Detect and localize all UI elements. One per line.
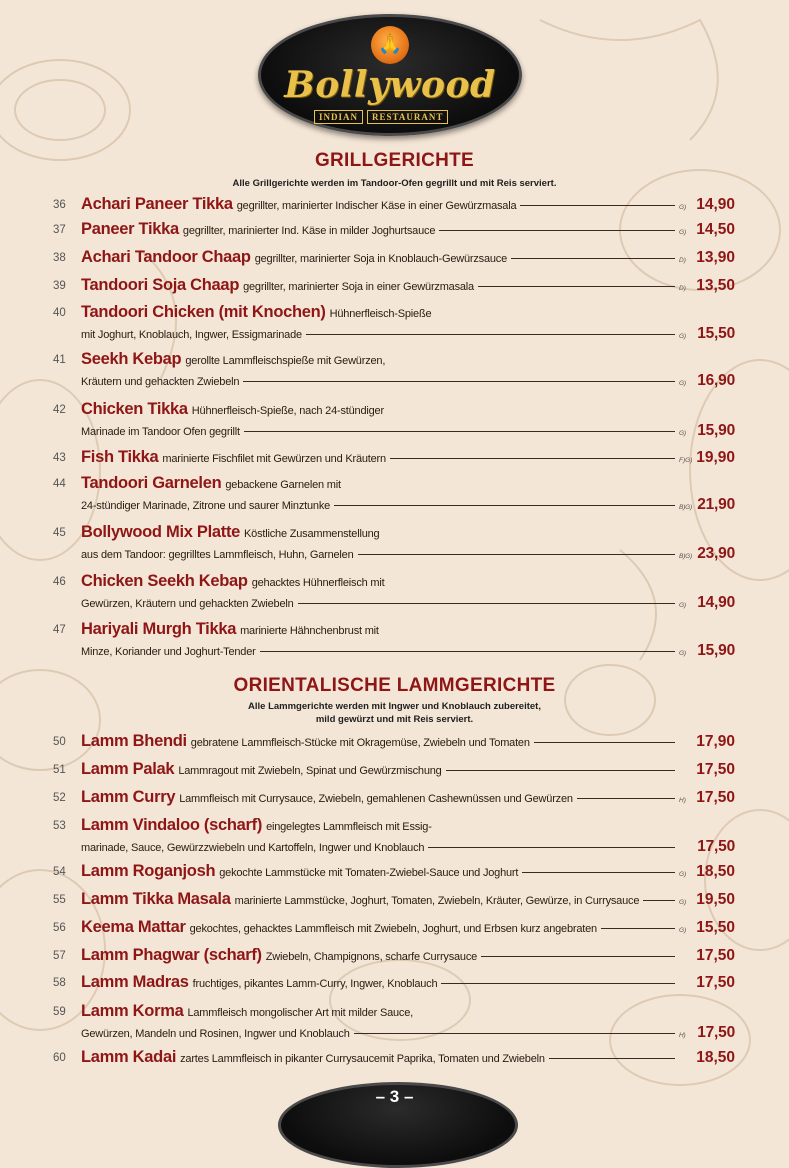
item-description: gekochtes, gehacktes Lammfleisch mit Zwiebeln, Joghurt, und Erbsen kurz angebraten xyxy=(189,923,597,935)
dotted-leader xyxy=(522,872,675,873)
item-line xyxy=(81,732,735,751)
item-line xyxy=(81,838,735,856)
item-line xyxy=(81,594,735,612)
item-number: 52 xyxy=(53,792,66,804)
dotted-leader xyxy=(354,1033,675,1034)
item-name: Chicken Tikka xyxy=(81,400,188,418)
brand-subtitle xyxy=(314,110,474,124)
item-line xyxy=(81,1002,735,1021)
item-name: Lamm Curry xyxy=(81,788,176,806)
item-line xyxy=(81,474,735,493)
allergen-codes: G) xyxy=(679,204,687,211)
item-price: 21,90 xyxy=(697,496,735,513)
item-price: 15,50 xyxy=(696,919,735,936)
dotted-leader xyxy=(601,928,675,929)
item-description-cont: aus dem Tandoor: gegrilltes Lammfleisch, Huhn, Garnelen xyxy=(81,549,354,561)
item-line xyxy=(81,862,735,881)
item-description: Köstliche Zusammenstellung xyxy=(244,528,380,540)
allergen-codes: G) xyxy=(679,380,686,387)
allergen-codes: G) xyxy=(679,602,686,609)
dotted-leader xyxy=(534,742,675,743)
item-description-cont: Gewürzen, Mandeln und Rosinen, Ingwer und Knoblauch xyxy=(81,1028,350,1040)
item-description: Lammfleisch mit Currysauce, Zwiebeln, gemahlenen Cashewnüssen und Gewürzen xyxy=(179,793,573,805)
item-description: gegrillter, marinierter Indischer Käse in einer Gewürzmasala xyxy=(236,200,517,212)
item-number: 42 xyxy=(53,404,66,416)
item-line xyxy=(81,220,735,239)
item-price: 17,50 xyxy=(697,838,735,855)
item-name: Lamm Kadai xyxy=(81,1048,177,1066)
allergen-codes: D) xyxy=(679,257,686,264)
item-number: 54 xyxy=(53,866,66,878)
restaurant-logo xyxy=(258,14,522,136)
item-price: 13,90 xyxy=(696,249,735,266)
item-description: Lammfleisch mongolischer Art mit milder Sauce, xyxy=(187,1007,414,1019)
section-subtitle xyxy=(0,700,789,726)
allergen-codes: H) xyxy=(679,1032,686,1039)
page-number: – 3 – xyxy=(375,1087,414,1106)
item-description: gerollte Lammfleischspieße mit Gewürzen, xyxy=(185,355,386,367)
item-price: 17,50 xyxy=(696,974,735,991)
item-description: gekochte Lammstücke mit Tomaten-Zwiebel-Sauce und Joghurt xyxy=(219,867,519,879)
item-line xyxy=(81,195,735,214)
item-name: Tandoori Soja Chaap xyxy=(81,276,240,294)
allergen-codes: B)G) xyxy=(679,504,692,511)
dotted-leader xyxy=(511,258,675,259)
item-price: 18,50 xyxy=(696,1049,735,1066)
item-name: Achari Paneer Tikka xyxy=(81,195,233,213)
dotted-leader xyxy=(390,458,675,459)
item-price: 17,90 xyxy=(696,733,735,750)
dotted-leader xyxy=(520,205,675,206)
item-price: 14,90 xyxy=(696,196,735,213)
item-line xyxy=(81,496,735,514)
item-name: Tandoori Garnelen xyxy=(81,474,222,492)
item-name: Chicken Seekh Kebap xyxy=(81,572,248,590)
item-price: 14,50 xyxy=(696,221,735,238)
item-name: Lamm Korma xyxy=(81,1002,184,1020)
item-description-cont: marinade, Sauce, Gewürzzwiebeln und Kartoffeln, Ingwer und Knoblauch xyxy=(81,842,425,854)
dotted-leader xyxy=(446,770,675,771)
allergen-codes: G) xyxy=(679,650,686,657)
dotted-leader xyxy=(428,847,675,848)
item-line xyxy=(81,248,735,267)
item-line xyxy=(81,523,735,542)
item-name: Seekh Kebap xyxy=(81,350,182,368)
item-description-cont: Minze, Koriander und Joghurt-Tender xyxy=(81,646,256,658)
item-description: marinierte Fischfilet mit Gewürzen und Kräutern xyxy=(162,453,386,465)
item-line xyxy=(81,788,735,807)
item-description-cont: Kräutern und gehackten Zwiebeln xyxy=(81,376,240,388)
item-number: 53 xyxy=(53,820,66,832)
item-number: 47 xyxy=(53,624,66,636)
item-name: Lamm Palak xyxy=(81,760,175,778)
item-price: 18,50 xyxy=(696,863,735,880)
dotted-leader xyxy=(243,381,675,382)
dotted-leader xyxy=(577,798,675,799)
allergen-codes: G) xyxy=(679,899,687,906)
allergen-codes: G) xyxy=(679,871,687,878)
brand-name: Bollywood xyxy=(284,64,496,106)
dotted-leader xyxy=(334,505,675,506)
item-name: Keema Mattar xyxy=(81,918,186,936)
item-line xyxy=(81,448,735,467)
item-name: Lamm Phagwar (scharf) xyxy=(81,946,262,964)
item-price: 17,50 xyxy=(696,761,735,778)
item-line xyxy=(81,1048,735,1067)
allergen-codes: H) xyxy=(679,797,686,804)
item-price: 16,90 xyxy=(697,372,735,389)
item-line xyxy=(81,422,735,440)
section-subtitle-line: mild gewürzt und mit Reis serviert. xyxy=(315,714,474,725)
allergen-codes: G) xyxy=(679,333,686,340)
item-description: gegrillter, marinierter Soja in Knoblauch-Gewürzsauce xyxy=(254,253,508,265)
item-number: 36 xyxy=(53,199,66,211)
section-subtitle-line: Alle Grillgerichte werden im Tandoor-Ofen gegrillt und mit Reis serviert. xyxy=(232,178,557,189)
item-number: 60 xyxy=(53,1052,66,1064)
dotted-leader xyxy=(439,230,675,231)
item-description: Hühnerfleisch-Spieße, nach 24-stündiger xyxy=(191,405,384,417)
item-number: 37 xyxy=(53,224,66,236)
item-description: fruchtiges, pikantes Lamm-Curry, Ingwer, Knoblauch xyxy=(192,978,438,990)
item-line xyxy=(81,973,735,992)
item-price: 13,50 xyxy=(696,277,735,294)
item-description: gebratene Lammfleisch-Stücke mit Okragemüse, Zwiebeln und Tomaten xyxy=(190,737,530,749)
item-name: Paneer Tikka xyxy=(81,220,179,238)
item-name: Lamm Madras xyxy=(81,973,189,991)
item-description: marinierte Lammstücke, Joghurt, Tomaten, Zwiebeln, Kräuter, Gewürze, in Currysauce xyxy=(234,895,640,907)
dotted-leader xyxy=(549,1058,675,1059)
brand-sub-right: RESTAURANT xyxy=(367,110,448,124)
dotted-leader xyxy=(481,956,675,957)
dotted-leader xyxy=(441,983,675,984)
section-title: GRILLGERICHTE xyxy=(314,150,475,171)
item-line xyxy=(81,572,735,591)
item-description-cont: Gewürzen, Kräutern und gehackten Zwiebeln xyxy=(81,598,294,610)
item-description: Hühnerfleisch-Spieße xyxy=(329,308,432,320)
item-price: 17,50 xyxy=(696,947,735,964)
allergen-codes: F)G) xyxy=(679,457,693,464)
item-line xyxy=(81,816,735,835)
item-price: 17,50 xyxy=(696,789,735,806)
item-number: 38 xyxy=(53,252,66,264)
dotted-leader xyxy=(478,286,675,287)
item-line xyxy=(81,350,735,369)
dotted-leader xyxy=(244,431,675,432)
item-name: Tandoori Chicken (mit Knochen) xyxy=(81,303,326,321)
item-description: gebackene Garnelen mit xyxy=(225,479,341,491)
item-line xyxy=(81,890,735,909)
item-number: 55 xyxy=(53,894,66,906)
item-description: marinierte Hähnchenbrust mit xyxy=(240,625,379,637)
item-line xyxy=(81,642,735,660)
allergen-codes: D) xyxy=(679,285,686,292)
item-number: 58 xyxy=(53,977,66,989)
allergen-codes: B)G) xyxy=(679,553,692,560)
item-line xyxy=(81,276,735,295)
item-line xyxy=(81,325,735,343)
item-number: 59 xyxy=(53,1006,66,1018)
item-name: Fish Tikka xyxy=(81,448,159,466)
item-description: Zwiebeln, Champignons, scharfe Currysauce xyxy=(265,951,478,963)
section-subtitle-line: Alle Lammgerichte werden mit Ingwer und Knoblauch zubereitet, xyxy=(248,701,541,712)
item-number: 45 xyxy=(53,527,66,539)
item-price: 19,90 xyxy=(696,449,735,466)
item-name: Hariyali Murgh Tikka xyxy=(81,620,237,638)
section-title: ORIENTALISCHE LAMMGERICHTE xyxy=(233,675,556,696)
item-description: gehacktes Hühnerfleisch mit xyxy=(251,577,385,589)
namaste-hands-icon: 🙏 xyxy=(371,26,409,64)
item-line xyxy=(81,545,735,563)
item-description: gegrillter, marinierter Ind. Käse in milder Joghurtsauce xyxy=(182,225,436,237)
item-line xyxy=(81,303,735,322)
item-name: Lamm Tikka Masala xyxy=(81,890,231,908)
dotted-leader xyxy=(260,651,675,652)
item-description: zartes Lammfleisch in pikanter Currysaucemit Paprika, Tomaten und Zwiebeln xyxy=(180,1053,545,1065)
dotted-leader xyxy=(298,603,675,604)
item-name: Lamm Bhendi xyxy=(81,732,187,750)
dotted-leader xyxy=(306,334,675,335)
item-description-cont: 24-stündiger Marinade, Zitrone und saurer Minztunke xyxy=(81,500,331,512)
item-number: 40 xyxy=(53,307,66,319)
item-price: 15,90 xyxy=(697,642,735,659)
item-description: Lammragout mit Zwiebeln, Spinat und Gewürzmischung xyxy=(178,765,442,777)
item-name: Lamm Vindaloo (scharf) xyxy=(81,816,263,834)
item-number: 57 xyxy=(53,950,66,962)
item-line xyxy=(81,400,735,419)
dotted-leader xyxy=(358,554,675,555)
item-number: 43 xyxy=(53,452,66,464)
item-price: 15,50 xyxy=(697,325,735,342)
item-name: Lamm Roganjosh xyxy=(81,862,216,880)
item-price: 17,50 xyxy=(697,1024,735,1041)
item-name: Bollywood Mix Platte xyxy=(81,523,241,541)
item-number: 50 xyxy=(53,736,66,748)
item-number: 51 xyxy=(53,764,66,776)
item-line xyxy=(81,918,735,937)
item-price: 14,90 xyxy=(697,594,735,611)
item-line xyxy=(81,760,735,779)
item-price: 23,90 xyxy=(697,545,735,562)
allergen-codes: G) xyxy=(679,927,687,934)
item-description: gegrillter, marinierter Soja in einer Gewürzmasala xyxy=(243,281,474,293)
item-line xyxy=(81,1024,735,1042)
item-description-cont: mit Joghurt, Knoblauch, Ingwer, Essigmarinade xyxy=(81,329,302,341)
item-number: 39 xyxy=(53,280,66,292)
item-line xyxy=(81,620,735,639)
section-subtitle xyxy=(0,177,789,190)
brand-sub-left: INDIAN xyxy=(314,110,363,124)
dotted-leader xyxy=(643,900,675,901)
item-price: 15,90 xyxy=(697,422,735,439)
allergen-codes: G) xyxy=(679,430,686,437)
item-number: 46 xyxy=(53,576,66,588)
item-number: 56 xyxy=(53,922,66,934)
item-price: 19,50 xyxy=(696,891,735,908)
item-line xyxy=(81,372,735,390)
item-description-cont: Marinade im Tandoor Ofen gegrillt xyxy=(81,426,240,438)
item-description: eingelegtes Lammfleisch mit Essig- xyxy=(266,821,432,833)
allergen-codes: G) xyxy=(679,229,687,236)
item-number: 44 xyxy=(53,478,66,490)
item-number: 41 xyxy=(53,354,66,366)
item-name: Achari Tandoor Chaap xyxy=(81,248,251,266)
item-line xyxy=(81,946,735,965)
